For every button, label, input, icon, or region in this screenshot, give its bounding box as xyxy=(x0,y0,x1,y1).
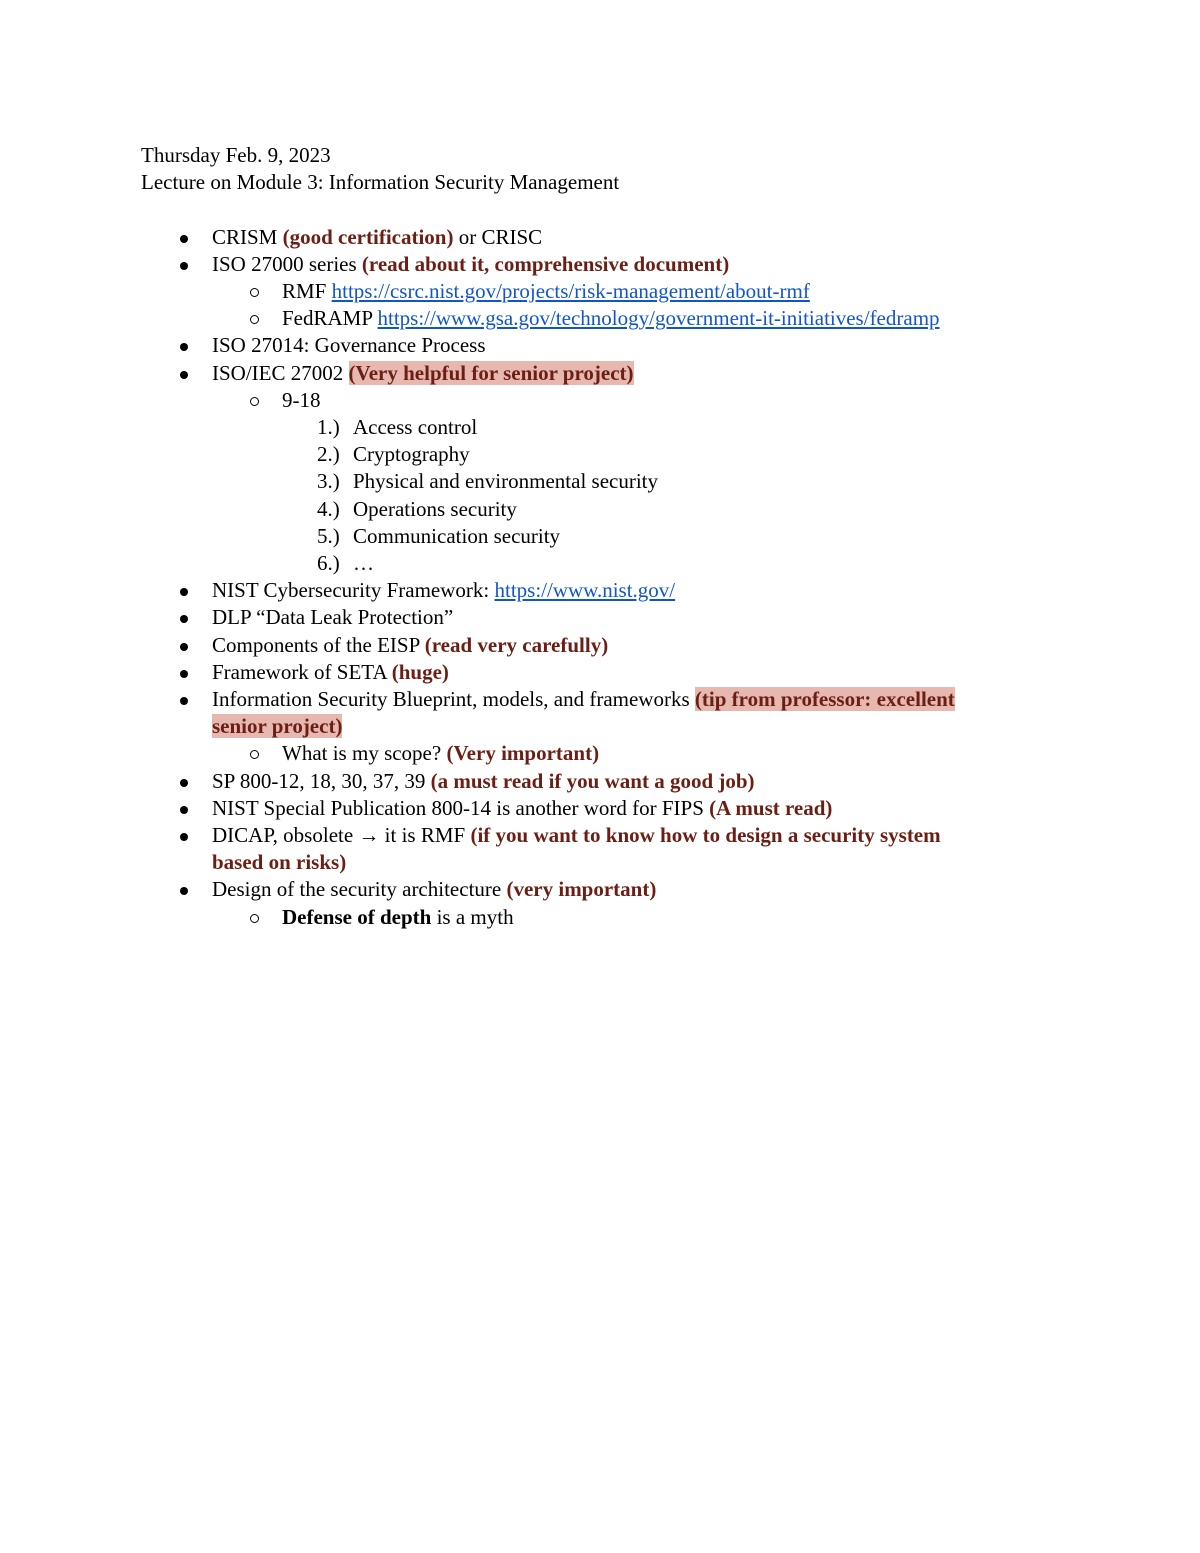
item-text: Framework of SETA xyxy=(212,659,392,684)
date-line: Thursday Feb. 9, 2023 xyxy=(141,143,331,167)
item-number: 2.) xyxy=(317,442,340,467)
item-text: NIST Cybersecurity Framework: xyxy=(212,578,495,603)
item-note: (read very carefully) xyxy=(424,632,609,657)
document-page xyxy=(141,142,1071,931)
item-text: SP 800-12, 18, 30, 37, 39 xyxy=(212,768,431,793)
fedramp-link[interactable]: https://www.gsa.gov/technology/government-it-initiatives/fedramp xyxy=(377,306,940,331)
item-text: ISO/IEC 27002 xyxy=(212,360,349,385)
item-note: (read about it, comprehensive document) xyxy=(361,251,730,276)
item-text: Access control xyxy=(353,415,478,440)
list-item-sp800-14 xyxy=(141,795,1071,822)
item-text: RMF xyxy=(282,279,332,303)
numbered-item xyxy=(141,496,1071,523)
highlighted-note: (Very helpful for senior project) xyxy=(348,360,634,385)
list-item-blueprint-cont xyxy=(141,713,1071,740)
item-note: based on risks) xyxy=(212,850,347,875)
lecture-title: Lecture on Module 3: Information Security Management xyxy=(141,170,620,195)
numbered-item xyxy=(141,414,1071,441)
highlighted-note: (tip from professor: excellent xyxy=(694,687,955,712)
numbered-item xyxy=(141,550,1071,577)
item-note: (A must read) xyxy=(709,795,833,820)
item-text: DLP “Data Leak Protection” xyxy=(212,605,454,630)
sub-item-fedramp xyxy=(141,305,1071,332)
list-item-dlp xyxy=(141,604,1071,631)
numbered-item xyxy=(141,441,1071,468)
item-note: (if you want to know how to design a security system xyxy=(470,823,941,848)
item-text: Information Security Blueprint, models, and frameworks xyxy=(212,687,695,712)
list-item-crism xyxy=(141,224,1071,251)
rmf-link[interactable]: https://csrc.nist.gov/projects/risk-management/about-rmf xyxy=(331,279,810,303)
item-number: 5.) xyxy=(317,523,340,548)
item-number: 3.) xyxy=(317,469,340,494)
list-item-blueprint xyxy=(141,686,1071,713)
blank-line xyxy=(141,196,1071,223)
sub-item-defense xyxy=(141,904,1071,931)
item-text: ISO 27000 series xyxy=(212,251,362,276)
sub-item-rmf xyxy=(141,278,1071,305)
item-number: 6.) xyxy=(317,551,340,576)
numbered-item xyxy=(141,468,1071,495)
item-note: (Very important) xyxy=(446,741,600,766)
sub-item-scope xyxy=(141,740,1071,767)
item-number: 4.) xyxy=(317,496,340,521)
list-item-iso27002 xyxy=(141,360,1071,387)
notes-list xyxy=(141,224,1071,931)
item-note: (a must read if you want a good job) xyxy=(430,768,755,793)
item-text: ISO 27014: Governance Process xyxy=(212,333,486,358)
item-text: Physical and environmental security xyxy=(353,469,659,494)
list-item-sp800 xyxy=(141,768,1071,795)
item-text: Components of the EISP xyxy=(212,632,425,657)
item-text: 9-18 xyxy=(282,387,321,412)
item-text-tail: is a myth xyxy=(431,904,514,929)
item-text: Communication security xyxy=(353,523,561,548)
item-text: Cryptography xyxy=(353,442,470,467)
list-item-dicap-cont xyxy=(141,849,1071,876)
sub-item-range xyxy=(141,387,1071,414)
item-text-tail: or CRISC xyxy=(453,224,543,249)
list-item-dicap xyxy=(141,822,1071,849)
list-item-nist-csf xyxy=(141,577,1071,604)
item-text: … xyxy=(353,551,374,576)
nist-link[interactable]: https://www.nist.gov/ xyxy=(494,578,676,603)
list-item-seta xyxy=(141,659,1071,686)
list-item-iso27000 xyxy=(141,251,1071,278)
list-item-iso27014 xyxy=(141,332,1071,359)
item-note: (huge) xyxy=(391,659,449,684)
list-item-eisp xyxy=(141,632,1071,659)
item-text: NIST Special Publication 800-14 is another word for FIPS xyxy=(212,795,710,820)
item-note: (good certification) xyxy=(282,224,454,249)
item-text: FedRAMP xyxy=(282,306,378,331)
item-text: CRISM xyxy=(212,224,283,249)
item-note: (very important) xyxy=(506,877,657,902)
item-text: What is my scope? xyxy=(282,741,447,766)
item-text: Design of the security architecture xyxy=(212,877,507,902)
highlighted-note: senior project) xyxy=(212,714,343,739)
item-text: Operations security xyxy=(353,496,517,521)
list-item-architecture xyxy=(141,876,1071,903)
item-number: 1.) xyxy=(317,415,340,440)
item-text: DICAP, obsolete → it is RMF xyxy=(212,823,471,848)
numbered-item xyxy=(141,523,1071,550)
item-bold-text: Defense of depth xyxy=(282,904,432,929)
